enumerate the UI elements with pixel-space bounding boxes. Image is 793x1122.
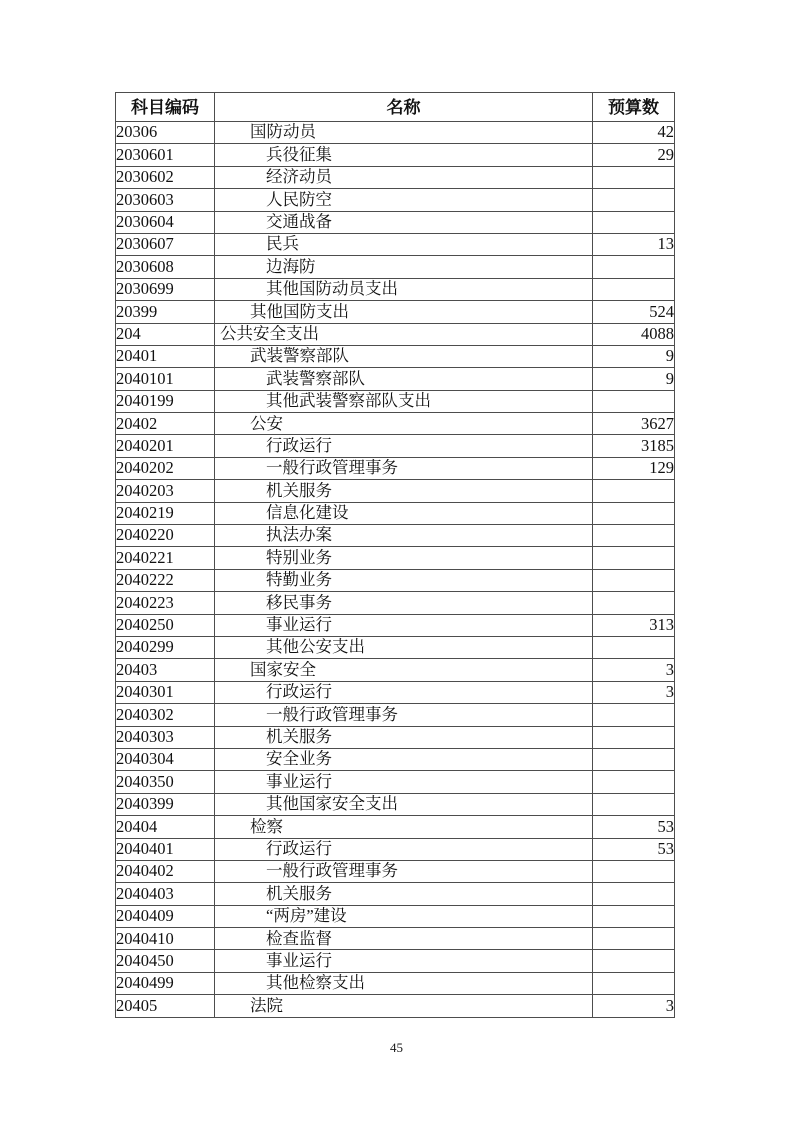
row-budget: 3627: [593, 413, 675, 435]
row-name: 执法办案: [215, 525, 593, 547]
row-name: 民兵: [215, 233, 593, 255]
table-row: [116, 883, 675, 905]
row-name: 移民事务: [215, 592, 593, 614]
row-name: 机关服务: [215, 883, 593, 905]
row-budget: [593, 793, 675, 815]
row-code: 20402: [116, 413, 215, 435]
row-budget: [593, 883, 675, 905]
row-budget: [593, 905, 675, 927]
row-budget: 9: [593, 345, 675, 367]
row-name: 兵役征集: [215, 144, 593, 166]
table-row: [116, 614, 675, 636]
row-code: 2040223: [116, 592, 215, 614]
row-code: 2040403: [116, 883, 215, 905]
row-name: “两房”建设: [215, 905, 593, 927]
row-name: 公安: [215, 413, 593, 435]
table-row: [116, 928, 675, 950]
table-row: [116, 457, 675, 479]
row-budget: [593, 256, 675, 278]
row-code: 2030699: [116, 278, 215, 300]
table-row: [116, 816, 675, 838]
row-code: 20399: [116, 301, 215, 323]
row-budget: [593, 525, 675, 547]
row-code: 2040401: [116, 838, 215, 860]
table-row: [116, 726, 675, 748]
table-row: [116, 569, 675, 591]
row-code: 2040301: [116, 681, 215, 703]
table-row: [116, 301, 675, 323]
row-name: 武装警察部队: [215, 345, 593, 367]
row-code: 2030607: [116, 233, 215, 255]
row-budget: 3: [593, 659, 675, 681]
table-row: [116, 972, 675, 994]
table-row: [116, 905, 675, 927]
row-code: 2040221: [116, 547, 215, 569]
table-row: [116, 189, 675, 211]
table-row: [116, 793, 675, 815]
table-row: [116, 525, 675, 547]
row-code: 2030604: [116, 211, 215, 233]
row-name: 其他国防动员支出: [215, 278, 593, 300]
row-budget: 3: [593, 681, 675, 703]
row-code: 2040499: [116, 972, 215, 994]
row-budget: 29: [593, 144, 675, 166]
row-code: 2040199: [116, 390, 215, 412]
row-name: 人民防空: [215, 189, 593, 211]
row-budget: 53: [593, 838, 675, 860]
row-name: 其他国家安全支出: [215, 793, 593, 815]
row-name: 事业运行: [215, 614, 593, 636]
row-name: 检察: [215, 816, 593, 838]
row-budget: [593, 726, 675, 748]
row-name: 事业运行: [215, 771, 593, 793]
table-row: [116, 122, 675, 144]
row-name: 检查监督: [215, 928, 593, 950]
row-name: 一般行政管理事务: [215, 457, 593, 479]
row-name: 其他检察支出: [215, 972, 593, 994]
table-row: [116, 860, 675, 882]
row-name: 安全业务: [215, 748, 593, 770]
row-budget: 3185: [593, 435, 675, 457]
table-row: [116, 323, 675, 345]
row-budget: 313: [593, 614, 675, 636]
table-row: [116, 233, 675, 255]
row-name: 武装警察部队: [215, 368, 593, 390]
table-row: [116, 390, 675, 412]
row-code: 2040101: [116, 368, 215, 390]
row-name: 事业运行: [215, 950, 593, 972]
table-row: [116, 435, 675, 457]
row-name: 行政运行: [215, 435, 593, 457]
row-code: 20401: [116, 345, 215, 367]
table-row: [116, 413, 675, 435]
row-code: 2040303: [116, 726, 215, 748]
row-code: 20403: [116, 659, 215, 681]
table-row: [116, 278, 675, 300]
table-row: [116, 547, 675, 569]
row-code: 2030608: [116, 256, 215, 278]
header-row: [116, 93, 675, 122]
row-code: 2040302: [116, 704, 215, 726]
row-budget: 524: [593, 301, 675, 323]
row-code: 20405: [116, 995, 215, 1017]
row-name: 经济动员: [215, 166, 593, 188]
table-row: [116, 659, 675, 681]
row-budget: 129: [593, 457, 675, 479]
row-code: 2040402: [116, 860, 215, 882]
table-row: [116, 704, 675, 726]
budget-table: [115, 92, 675, 1018]
row-name: 交通战备: [215, 211, 593, 233]
table-row: [116, 256, 675, 278]
table-row: [116, 166, 675, 188]
table-row: [116, 995, 675, 1017]
table-row: [116, 950, 675, 972]
row-name: 一般行政管理事务: [215, 860, 593, 882]
row-name: 信息化建设: [215, 502, 593, 524]
table-body: [116, 122, 675, 1018]
header-name: 名称: [215, 93, 593, 122]
table-row: [116, 211, 675, 233]
row-name: 行政运行: [215, 681, 593, 703]
row-name: 机关服务: [215, 726, 593, 748]
table-row: [116, 502, 675, 524]
row-budget: [593, 636, 675, 658]
row-code: 2040409: [116, 905, 215, 927]
row-budget: [593, 771, 675, 793]
row-name: 国防动员: [215, 122, 593, 144]
row-code: 2040350: [116, 771, 215, 793]
row-name: 公共安全支出: [215, 323, 593, 345]
row-name: 其他国防支出: [215, 301, 593, 323]
row-budget: [593, 166, 675, 188]
table-row: [116, 144, 675, 166]
row-budget: [593, 972, 675, 994]
row-name: 机关服务: [215, 480, 593, 502]
row-name: 国家安全: [215, 659, 593, 681]
row-budget: [593, 189, 675, 211]
table-row: [116, 345, 675, 367]
table-row: [116, 368, 675, 390]
row-budget: 3: [593, 995, 675, 1017]
row-name: 一般行政管理事务: [215, 704, 593, 726]
row-budget: [593, 860, 675, 882]
row-name: 特勤业务: [215, 569, 593, 591]
page-number: 45: [390, 1040, 403, 1055]
row-budget: 4088: [593, 323, 675, 345]
row-name: 其他公安支出: [215, 636, 593, 658]
table-row: [116, 771, 675, 793]
row-budget: [593, 502, 675, 524]
row-code: 2030601: [116, 144, 215, 166]
row-code: 20404: [116, 816, 215, 838]
row-code: 2040219: [116, 502, 215, 524]
row-name: 行政运行: [215, 838, 593, 860]
row-budget: [593, 390, 675, 412]
row-budget: [593, 704, 675, 726]
table-row: [116, 748, 675, 770]
budget-table-header: [116, 93, 675, 122]
row-code: 2040410: [116, 928, 215, 950]
row-budget: [593, 278, 675, 300]
header-budget-amount: 预算数: [593, 93, 675, 122]
row-code: 2040450: [116, 950, 215, 972]
row-budget: 9: [593, 368, 675, 390]
row-budget: [593, 928, 675, 950]
table-row: [116, 592, 675, 614]
header-subject-code: 科目编码: [116, 93, 215, 122]
row-code: 2040299: [116, 636, 215, 658]
row-budget: [593, 592, 675, 614]
row-code: 2040220: [116, 525, 215, 547]
table-row: [116, 681, 675, 703]
row-code: 2040202: [116, 457, 215, 479]
row-code: 2040201: [116, 435, 215, 457]
row-code: 20306: [116, 122, 215, 144]
row-name: 边海防: [215, 256, 593, 278]
row-name: 特别业务: [215, 547, 593, 569]
row-budget: 42: [593, 122, 675, 144]
table-row: [116, 838, 675, 860]
row-budget: 13: [593, 233, 675, 255]
row-budget: [593, 950, 675, 972]
row-name: 其他武装警察部队支出: [215, 390, 593, 412]
row-budget: [593, 569, 675, 591]
row-budget: [593, 211, 675, 233]
row-code: 2040250: [116, 614, 215, 636]
row-budget: [593, 748, 675, 770]
table-row: [116, 480, 675, 502]
row-code: 2040222: [116, 569, 215, 591]
row-budget: 53: [593, 816, 675, 838]
table-row: [116, 636, 675, 658]
row-code: 2030603: [116, 189, 215, 211]
row-code: 2040203: [116, 480, 215, 502]
row-code: 2030602: [116, 166, 215, 188]
row-budget: [593, 480, 675, 502]
row-code: 2040304: [116, 748, 215, 770]
row-budget: [593, 547, 675, 569]
row-code: 204: [116, 323, 215, 345]
row-code: 2040399: [116, 793, 215, 815]
budget-table-container: [115, 92, 674, 1018]
row-name: 法院: [215, 995, 593, 1017]
